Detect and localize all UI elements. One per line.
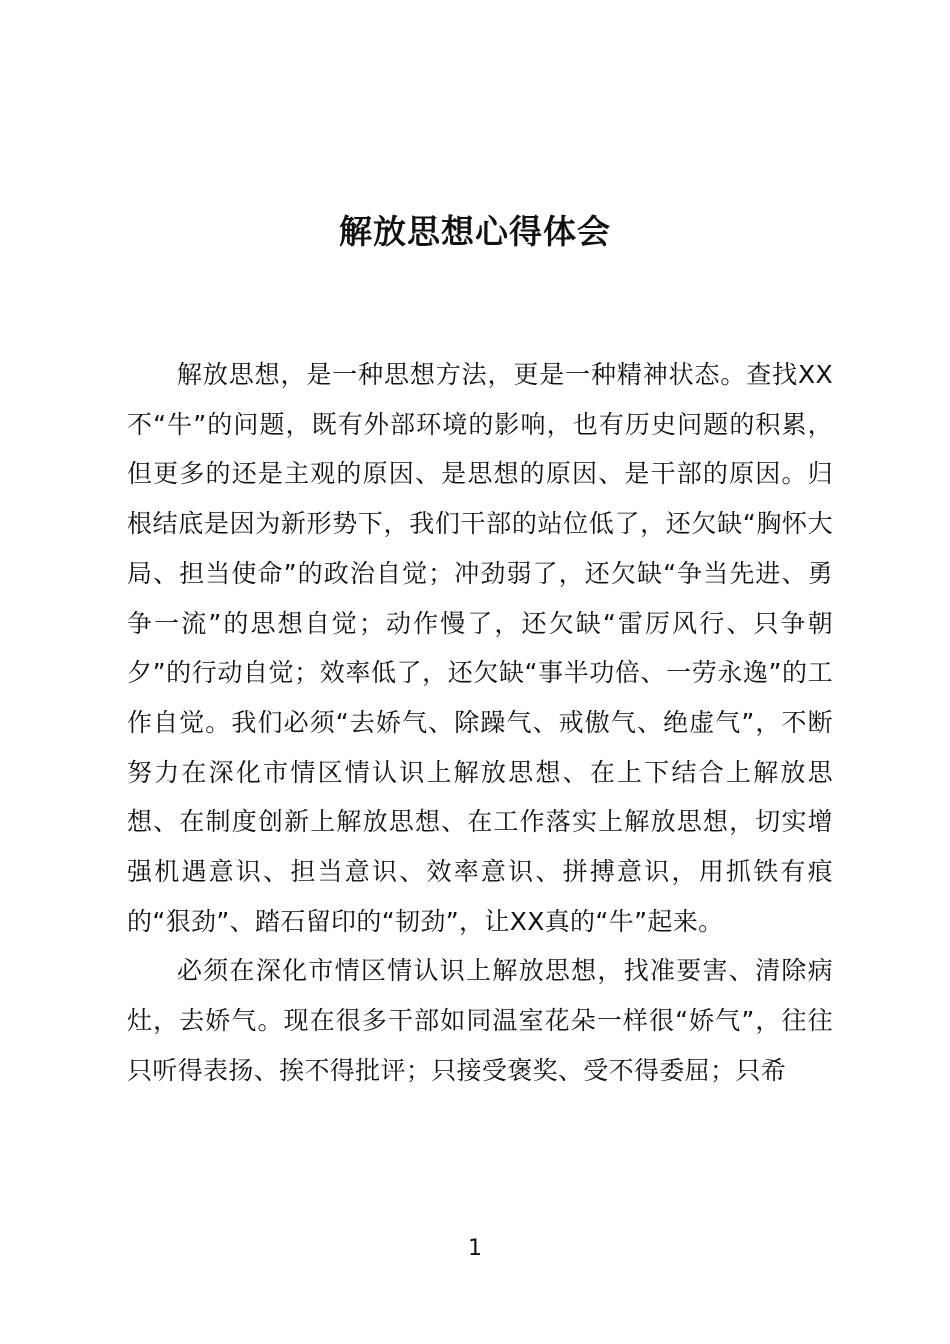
- paragraph-2: 必须在深化市情区情认识上解放思想，找准要害、清除病灶，去娇气。现在很多干部如同温室花朵一样很“娇气”，往往只听得表扬、挨不得批评；只接受褒奖、受不得委屈；只希: [127, 956, 833, 1085]
- paragraph-1: 解放思想，是一种思想方法，更是一种精神状态。查找XX不“牛”的问题，既有外部环境的影响，也有历史问题的积累，但更多的还是主观的原因、是思想的原因、是干部的原因。归根结底是因为新形势下，我们干部的站位低了，还欠缺“胸怀大局、担当使命”的政治自觉；冲劲弱了，还欠缺“争当先进、勇争一流”的思想自觉；动作慢了，还欠缺“雷厉风行、只争朝夕”的行动自觉；效率低了，还欠缺“事半功倍、一劳永逸”的工作自觉。我们必须“去娇气、除躁气、戒傲气、绝虚气”，不断努力在深化市情区情认识上解放思想、在上下结合上解放思想、在制度创新上解放思想、在工作落实上解放思想，切实增强机遇意识、担当意识、效率意识、拼搏意识，用抓铁有痕的“狠劲”、踏石留印的“韧劲”，让XX真的“牛”起来。: [127, 360, 833, 936]
- document-title: 解放思想心得体会: [339, 212, 611, 251]
- document-body: [127, 350, 833, 1096]
- page-number: 1: [468, 1236, 482, 1261]
